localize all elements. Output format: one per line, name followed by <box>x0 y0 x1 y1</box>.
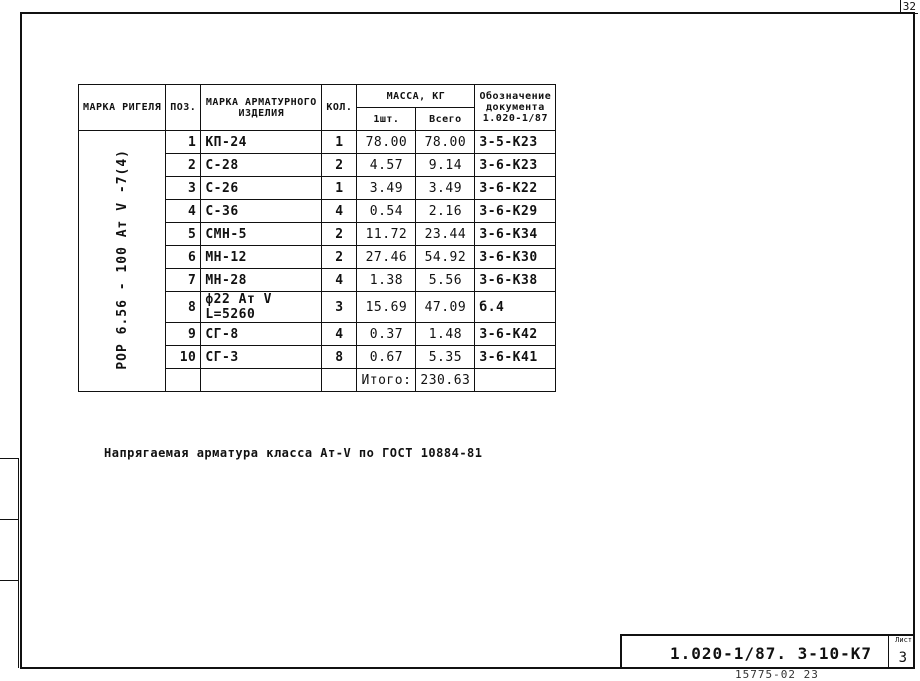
girder-mark: РОР 6.56 - 100 Ат V -7(4) <box>114 148 130 370</box>
note-text: Напрягаемая арматура класса Ат-V по ГОСТ 10884-81 <box>104 446 483 460</box>
empty-cell <box>475 369 556 392</box>
total-value: 230.63 <box>416 369 475 392</box>
row-qty: 3 <box>322 292 357 323</box>
row-item: С-26 <box>201 177 322 200</box>
row-mass-total: 5.35 <box>416 346 475 369</box>
header-mass: МАССА, КГ <box>357 85 475 108</box>
row-doc: 3-6-К29 <box>475 200 556 223</box>
specification-table <box>78 84 556 392</box>
row-mass-unit: 4.57 <box>357 154 416 177</box>
row-item: СГ-8 <box>201 323 322 346</box>
row-doc: б.4 <box>475 292 556 323</box>
row-item: МН-12 <box>201 246 322 269</box>
sheet-number: 3 <box>898 650 907 666</box>
bottom-cut-text: 15775-02 23 <box>735 668 819 681</box>
side-stamp-strip <box>0 458 19 668</box>
row-mass-unit: 15.69 <box>357 292 416 323</box>
row-qty: 4 <box>322 269 357 292</box>
row-doc: 3-5-К23 <box>475 131 556 154</box>
row-mass-unit: 0.54 <box>357 200 416 223</box>
empty-cell <box>201 369 322 392</box>
row-qty: 8 <box>322 346 357 369</box>
row-pos: 8 <box>166 292 201 323</box>
document-code: 1.020-1/87. 3-10-К7 <box>670 644 873 663</box>
row-doc: 3-6-К38 <box>475 269 556 292</box>
row-mass-total: 78.00 <box>416 131 475 154</box>
row-item: С-28 <box>201 154 322 177</box>
row-doc: 3-6-К41 <box>475 346 556 369</box>
row-qty: 1 <box>322 131 357 154</box>
row-mass-total: 3.49 <box>416 177 475 200</box>
row-qty: 2 <box>322 246 357 269</box>
row-mass-unit: 3.49 <box>357 177 416 200</box>
row-pos: 5 <box>166 223 201 246</box>
row-item: КП-24 <box>201 131 322 154</box>
row-mass-total: 9.14 <box>416 154 475 177</box>
header-qty: КОЛ. <box>322 85 357 131</box>
header-doc: Обозначение документа 1.020-1/87 <box>475 85 556 131</box>
header-pos: ПОЗ. <box>166 85 201 131</box>
row-doc: 3-6-К23 <box>475 154 556 177</box>
row-doc: 3-6-К22 <box>475 177 556 200</box>
row-mass-unit: 0.67 <box>357 346 416 369</box>
row-item: СМН-5 <box>201 223 322 246</box>
row-doc: 3-6-К42 <box>475 323 556 346</box>
row-doc: 3-6-К34 <box>475 223 556 246</box>
empty-cell <box>166 369 201 392</box>
row-pos: 3 <box>166 177 201 200</box>
table-row <box>79 131 556 154</box>
row-pos: 7 <box>166 269 201 292</box>
header-item: МАРКА АРМАТУРНОГО ИЗДЕЛИЯ <box>201 85 322 131</box>
row-pos: 4 <box>166 200 201 223</box>
row-mass-unit: 78.00 <box>357 131 416 154</box>
header-mass-unit: 1шт. <box>357 108 416 131</box>
row-doc: 3-6-К30 <box>475 246 556 269</box>
row-mass-total: 5.56 <box>416 269 475 292</box>
sheet-label: Лист <box>895 636 912 644</box>
row-mass-total: 47.09 <box>416 292 475 323</box>
row-item: МН-28 <box>201 269 322 292</box>
row-item: С-36 <box>201 200 322 223</box>
title-block <box>620 634 915 669</box>
row-pos: 10 <box>166 346 201 369</box>
row-mass-unit: 11.72 <box>357 223 416 246</box>
empty-cell <box>322 369 357 392</box>
header-mass-total: Всего <box>416 108 475 131</box>
row-qty: 4 <box>322 323 357 346</box>
girder-mark-cell <box>79 131 166 392</box>
row-mass-total: 1.48 <box>416 323 475 346</box>
row-pos: 9 <box>166 323 201 346</box>
row-qty: 2 <box>322 154 357 177</box>
row-pos: 2 <box>166 154 201 177</box>
row-pos: 1 <box>166 131 201 154</box>
row-mass-unit: 0.37 <box>357 323 416 346</box>
corner-page-number: 32 <box>900 0 918 14</box>
total-label: Итого: <box>357 369 416 392</box>
row-qty: 2 <box>322 223 357 246</box>
row-mass-unit: 27.46 <box>357 246 416 269</box>
header-mark: МАРКА РИГЕЛЯ <box>79 85 166 131</box>
row-mass-unit: 1.38 <box>357 269 416 292</box>
row-pos: 6 <box>166 246 201 269</box>
row-qty: 4 <box>322 200 357 223</box>
row-mass-total: 2.16 <box>416 200 475 223</box>
row-item: СГ-3 <box>201 346 322 369</box>
row-item: ф22 Ат V L=5260 <box>201 292 322 323</box>
row-qty: 1 <box>322 177 357 200</box>
row-mass-total: 23.44 <box>416 223 475 246</box>
row-mass-total: 54.92 <box>416 246 475 269</box>
